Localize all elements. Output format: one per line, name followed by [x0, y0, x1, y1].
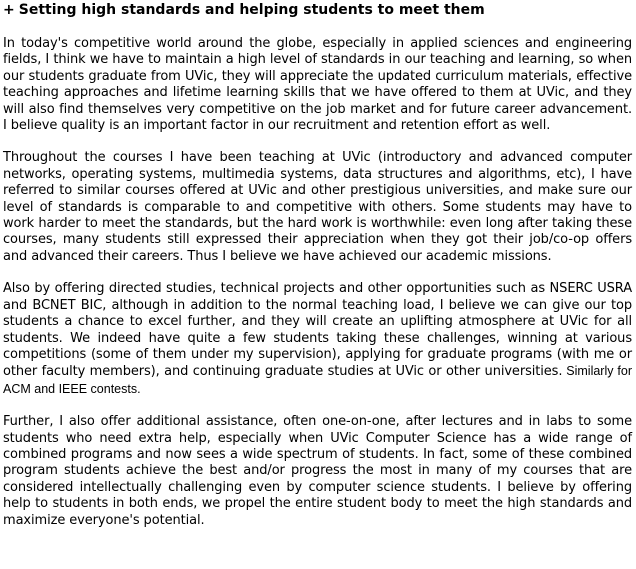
paragraph-directed-studies-text: Also by offering directed studies, technical projects and other opportunities such as NSERC USRA and BCNET BIC, although in addition to the normal teaching load, I believe we can give our top students a chance to excel further, and they will create an uplifting atmosphere at UVic for all students. We indeed have quite a few students taking these challenges, winning at various competitions (some of them under my supervision), applying for graduate programs (with me or other faculty members), and continuing graduate studies at UVic or other universities. [3, 281, 632, 380]
section-heading-text: Setting high standards and helping students to meet them [18, 2, 485, 18]
paragraph-quality-standards: In today's competitive world around the globe, especially in applied sciences and engineering fields, I think we have to maintain a high level of standards in our teaching and learning, so when our students graduate from UVic, they will appreciate the updated curriculum materials, effective teaching approaches and lifetime learning skills that we have offered to them at UVic, and they will also find themselves very competitive on the job market and for future career advancement. I believe quality is an important factor in our recruitment and retention effort as well. [3, 36, 632, 134]
section-heading [3, 2, 632, 19]
paragraph-directed-studies-addendum: Similarly for ACM and IEEE contests. [3, 364, 632, 396]
paragraph-directed-studies [3, 281, 632, 398]
paragraph-extra-assistance: Further, I also offer additional assistance, often one-on-one, after lectures and in labs to some students who need extra help, especially when UVic Computer Science has a wide range of combined programs and now sees a wide spectrum of students. In fact, some of these combined program students achieve the best and/or progress the most in many of my courses that are considered intellectually challenging even by computer science students. I believe by offering help to students in both ends, we propel the entire student body to meet the high standards and maximize everyone's potential. [3, 414, 632, 528]
plus-bullet-icon: + [3, 2, 15, 18]
paragraph-courses-taught: Throughout the courses I have been teaching at UVic (introductory and advanced computer networks, operating systems, multimedia systems, data structures and algorithms, etc), I have referred to similar courses offered at UVic and other prestigious universities, and make sure our level of standards is comparable to and competitive with others. Some students may have to work harder to meet the standards, but the hard work is worthwhile: even long after taking these courses, many students still expressed their appreciation when they got their job/co-op offers and advanced their careers. Thus I believe we have achieved our academic missions. [3, 150, 632, 264]
